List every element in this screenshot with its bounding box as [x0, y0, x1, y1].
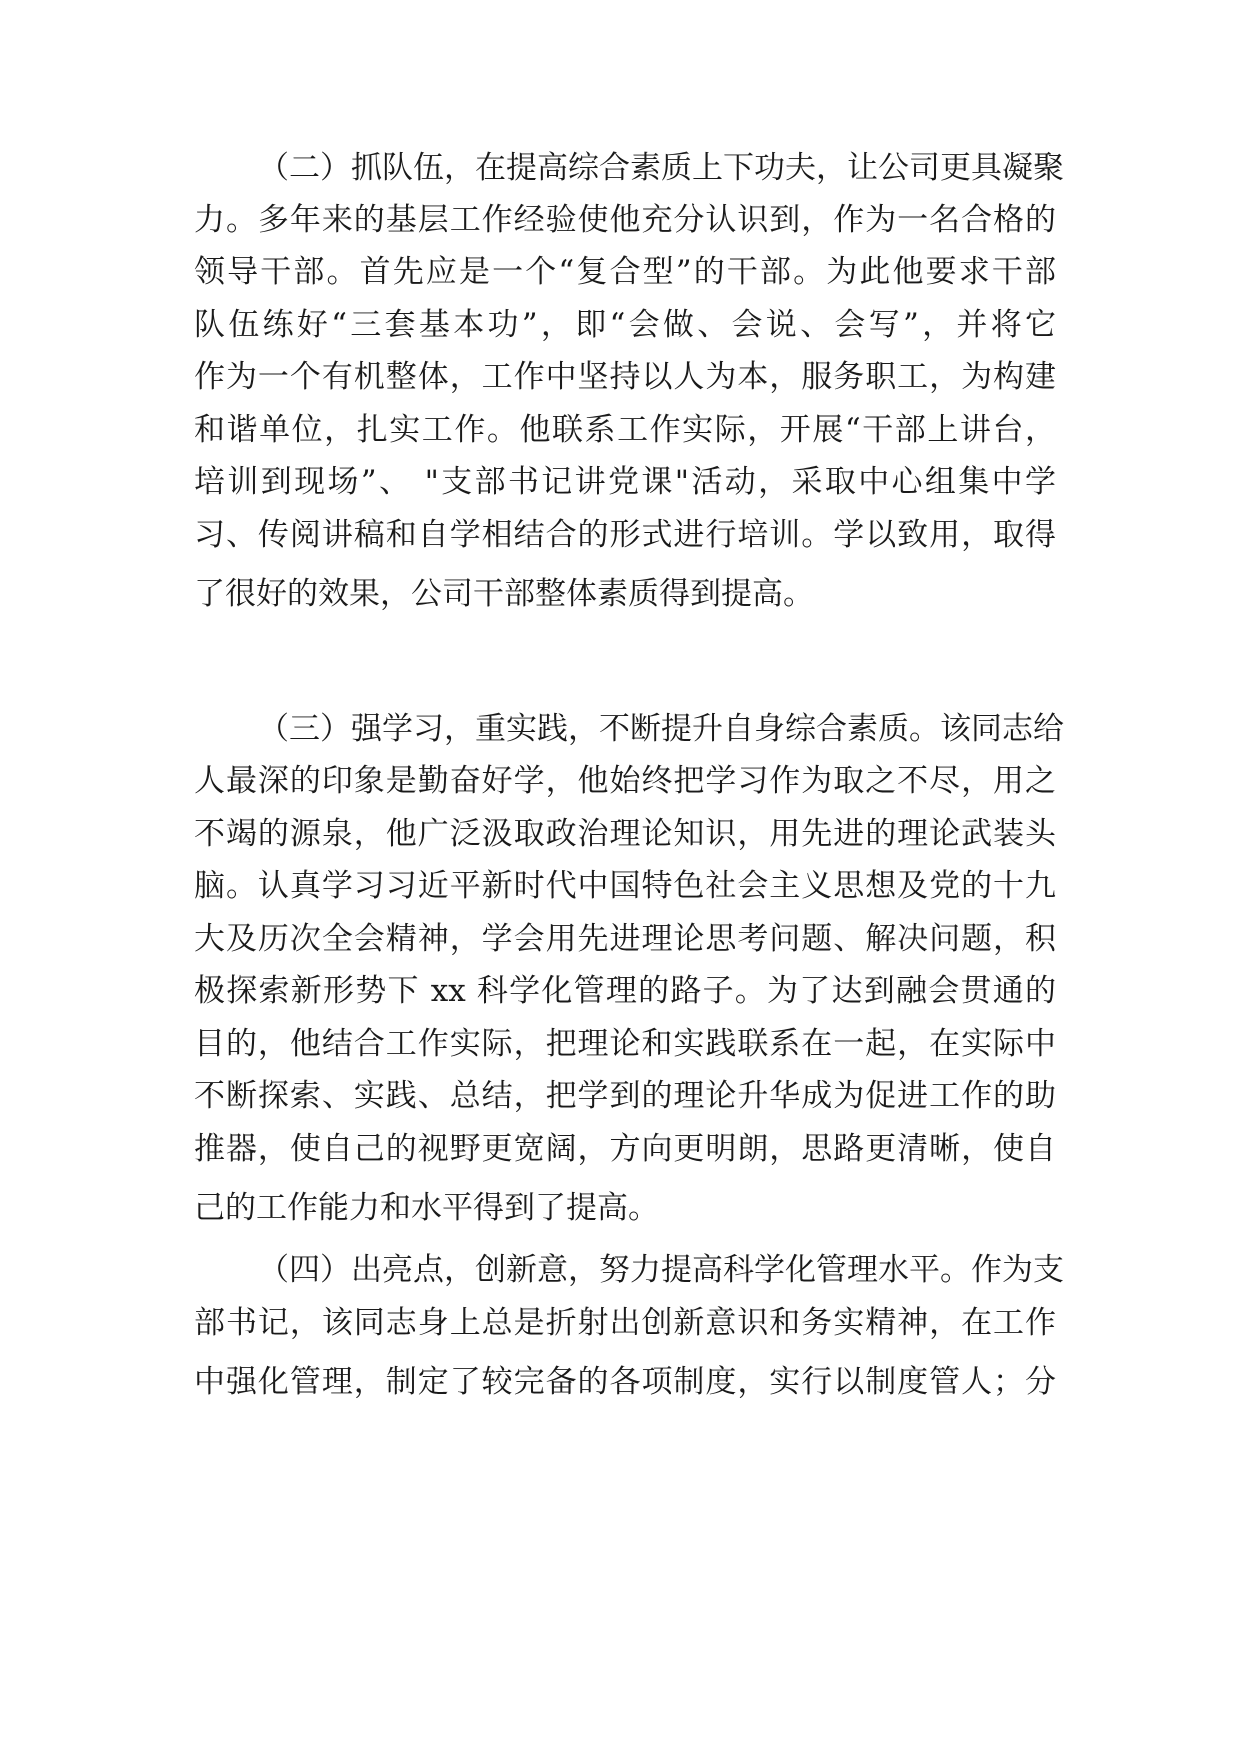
paragraph-line: 部书记，该同志身上总是折射出创新意识和务实精神，在工作	[194, 1305, 1056, 1341]
paragraph-line: 极探索新形势下 xx 科学化管理的路子。为了达到融会贯通的	[194, 973, 1056, 1009]
paragraph-line: 目的，他结合工作实际，把理论和实践联系在一起，在实际中	[194, 1026, 1056, 1062]
paragraph-line: 队伍练好“三套基本功”，即“会做、会说、会写”，并将它	[194, 307, 1056, 343]
paragraph-line: 推器，使自己的视野更宽阔，方向更明朗，思路更清晰，使自	[194, 1131, 1056, 1167]
paragraph-line: （四）出亮点，创新意，努力提高科学化管理水平。作为支	[258, 1252, 1064, 1288]
paragraph-line: 不断探索、实践、总结，把学到的理论升华成为促进工作的助	[194, 1078, 1056, 1114]
paragraph-line: 和谐单位，扎实工作。他联系工作实际，开展“干部上讲台，	[194, 412, 1056, 448]
paragraph-line: （三）强学习，重实践，不断提升自身综合素质。该同志给	[258, 711, 1064, 747]
paragraph-line: 己的工作能力和水平得到了提高。	[194, 1190, 659, 1226]
paragraph-line: 力。多年来的基层工作经验使他充分认识到，作为一名合格的	[194, 202, 1056, 238]
paragraph-line: 习、传阅讲稿和自学相结合的形式进行培训。学以致用，取得	[194, 517, 1056, 553]
paragraph-line: 不竭的源泉，他广泛汲取政治理论知识，用先进的理论武装头	[194, 816, 1056, 852]
paragraph-line: 了很好的效果，公司干部整体素质得到提高。	[194, 576, 814, 612]
paragraph-line: 人最深的印象是勤奋好学，他始终把学习作为取之不尽，用之	[194, 763, 1056, 799]
paragraph-line: 领导干部。首先应是一个“复合型”的干部。为此他要求干部	[194, 254, 1056, 290]
paragraph-line: （二）抓队伍，在提高综合素质上下功夫，让公司更具凝聚	[258, 150, 1064, 186]
paragraph-line: 脑。认真学习习近平新时代中国特色社会主义思想及党的十九	[194, 868, 1056, 904]
paragraph-line: 中强化管理，制定了较完备的各项制度，实行以制度管人；分	[194, 1364, 1056, 1400]
paragraph-line: 培训到现场”、 "支部书记讲党课"活动，采取中心组集中学	[194, 464, 1056, 500]
paragraph-line: 作为一个有机整体，工作中坚持以人为本，服务职工，为构建	[194, 359, 1056, 395]
paragraph-line: 大及历次全会精神，学会用先进理论思考问题、解决问题，积	[194, 921, 1056, 957]
